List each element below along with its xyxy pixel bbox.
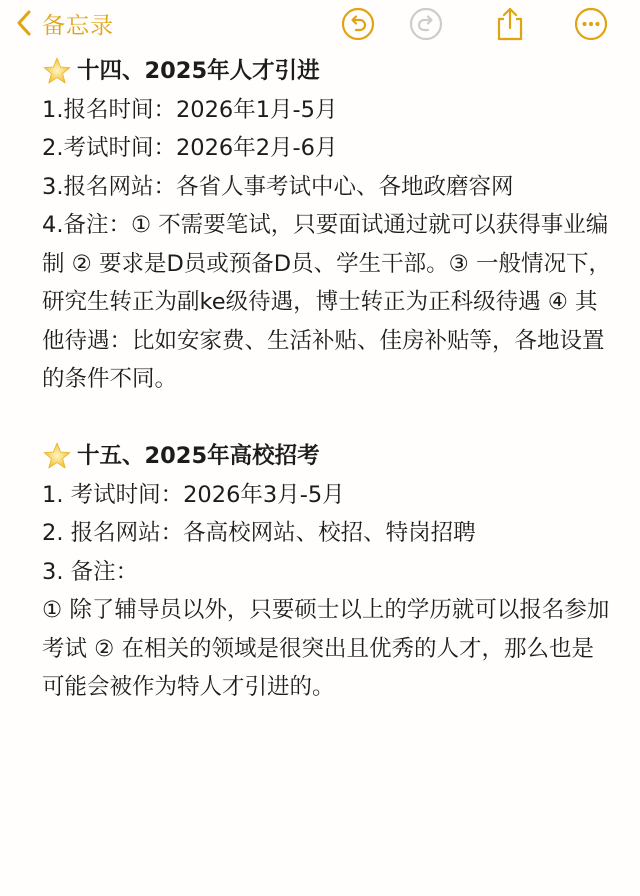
- star-icon: [43, 57, 71, 85]
- redo-icon: [409, 7, 443, 41]
- note-line: 2.考试时间：2026年2月-6月: [42, 135, 338, 161]
- section-heading-text: 十四、2025年人才引进: [77, 58, 320, 84]
- note-line: 2. 报名网站：各高校网站、校招、特岗招聘: [42, 520, 476, 546]
- note-line: 4.备注：① 不需要笔试，只要面试通过就可以获得事业编制 ② 要求是D员或预备D员、学生干部。③ 一般情况下，研究生转正为副ke级待遇，博士转正为正科级待遇 ④ 其他待遇：比如安家费、生活补贴、佳房补贴等，各地设置的条件不同。: [42, 212, 611, 392]
- note-line: 1. 考试时间：2026年3月-5月: [42, 481, 345, 508]
- share-button[interactable]: [492, 6, 528, 42]
- redo-button[interactable]: [408, 6, 444, 42]
- chevron-left-icon: [14, 8, 34, 38]
- section-heading: [42, 52, 612, 91]
- undo-button[interactable]: [340, 6, 376, 42]
- blank-line: [42, 399, 612, 438]
- note-line: 3.报名网站：各省人事考试中心、各地政磨容网: [42, 173, 514, 200]
- navigation-bar: [0, 0, 640, 48]
- section-heading-text: 十五、2025年高校招考: [77, 443, 320, 469]
- share-icon: [493, 6, 527, 42]
- undo-icon: [341, 7, 375, 41]
- more-icon: [574, 7, 608, 41]
- section-heading: [42, 437, 612, 476]
- back-label: 备忘录: [42, 12, 114, 39]
- back-button[interactable]: [14, 6, 114, 40]
- more-button[interactable]: [573, 6, 609, 42]
- star-icon: [43, 442, 71, 470]
- note-line: ① 除了辅导员以外，只要硕士以上的学历就可以报名参加考试 ② 在相关的领域是很突出且优秀的人才，那么也是可能会被作为特人才引进的。: [42, 597, 610, 700]
- note-line: 1.报名时间：2026年1月-5月: [42, 96, 338, 123]
- note-body[interactable]: [42, 52, 612, 707]
- note-line: 3. 备注：: [42, 558, 139, 585]
